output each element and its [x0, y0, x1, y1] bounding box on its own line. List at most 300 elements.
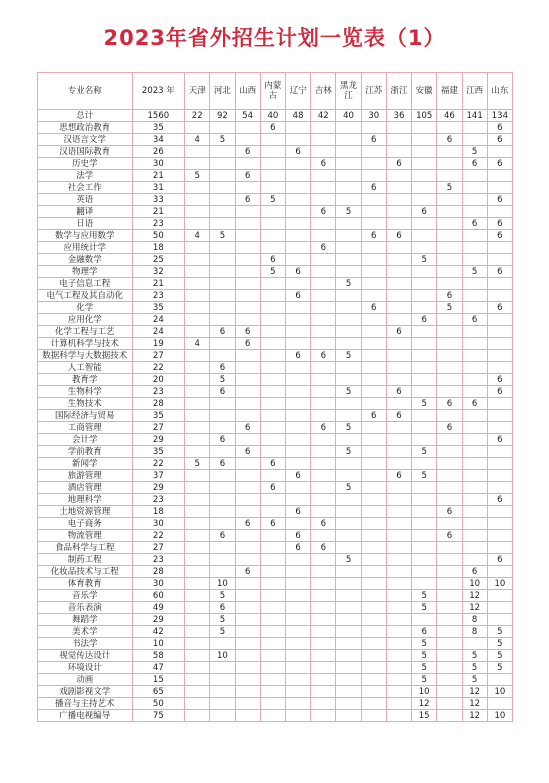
province-quota-cell [437, 242, 462, 254]
major-name-cell: 书法学 [38, 638, 133, 650]
province-quota-cell [386, 686, 411, 698]
total-row [38, 110, 513, 122]
province-quota-cell [361, 614, 386, 626]
province-quota-cell [235, 494, 260, 506]
province-quota-cell [386, 362, 411, 374]
year-total-cell: 33 [132, 194, 185, 206]
year-total-cell: 35 [132, 410, 185, 422]
major-name-cell: 旅游管理 [38, 470, 133, 482]
province-quota-cell [412, 218, 437, 230]
year-total-cell: 19 [132, 338, 185, 350]
province-quota-cell [361, 566, 386, 578]
province-quota-cell [285, 398, 310, 410]
table-row [38, 458, 513, 470]
province-quota-cell [285, 434, 310, 446]
major-name-cell: 数据科学与大数据技术 [38, 350, 133, 362]
major-name-cell: 翻译 [38, 206, 133, 218]
province-quota-cell [386, 302, 411, 314]
province-quota-cell [361, 314, 386, 326]
province-quota-cell [386, 146, 411, 158]
province-quota-cell: 12 [462, 710, 487, 722]
province-quota-cell [210, 494, 235, 506]
province-quota-cell [386, 578, 411, 590]
province-quota-cell: 6 [285, 530, 310, 542]
province-quota-cell [260, 218, 285, 230]
province-quota-cell [361, 374, 386, 386]
province-quota-cell: 6 [437, 398, 462, 410]
province-quota-cell [361, 458, 386, 470]
province-quota-cell [386, 242, 411, 254]
table-row [38, 482, 513, 494]
table-row [38, 206, 513, 218]
province-quota-cell [311, 434, 336, 446]
province-quota-cell [260, 710, 285, 722]
province-quota-cell [336, 266, 361, 278]
province-quota-cell [185, 206, 210, 218]
province-quota-cell [260, 350, 285, 362]
province-quota-cell [361, 266, 386, 278]
province-quota-cell [185, 650, 210, 662]
province-quota-cell [210, 482, 235, 494]
province-quota-cell [462, 134, 487, 146]
province-quota-cell: 6 [437, 422, 462, 434]
major-name-cell: 电子信息工程 [38, 278, 133, 290]
province-quota-cell [235, 614, 260, 626]
province-quota-cell [285, 194, 310, 206]
table-row [38, 242, 513, 254]
year-total-cell: 42 [132, 626, 185, 638]
province-quota-cell [336, 158, 361, 170]
province-quota-cell [260, 386, 285, 398]
province-quota-cell [361, 290, 386, 302]
major-name-cell: 电气工程及其自动化 [38, 290, 133, 302]
province-quota-cell [311, 362, 336, 374]
province-quota-cell [462, 326, 487, 338]
province-quota-cell [361, 254, 386, 266]
province-quota-cell: 10 [412, 686, 437, 698]
province-quota-cell [235, 506, 260, 518]
province-quota-cell [487, 458, 512, 470]
province-quota-cell [235, 554, 260, 566]
province-quota-cell [487, 602, 512, 614]
province-quota-cell [361, 554, 386, 566]
province-quota-cell [235, 674, 260, 686]
province-quota-cell [210, 146, 235, 158]
major-name-cell: 化学工程与工艺 [38, 326, 133, 338]
province-quota-cell [386, 422, 411, 434]
province-quota-cell [487, 338, 512, 350]
province-quota-cell: 141 [462, 110, 487, 122]
table-row [38, 290, 513, 302]
province-quota-cell: 92 [210, 110, 235, 122]
province-quota-cell: 6 [487, 194, 512, 206]
province-quota-cell [260, 698, 285, 710]
province-quota-cell [336, 194, 361, 206]
province-quota-cell [185, 434, 210, 446]
province-quota-cell [185, 590, 210, 602]
province-quota-cell [412, 158, 437, 170]
province-quota-cell: 6 [361, 230, 386, 242]
table-row [38, 170, 513, 182]
province-quota-cell [437, 674, 462, 686]
province-quota-cell [210, 638, 235, 650]
province-quota-cell [285, 662, 310, 674]
province-quota-cell [210, 686, 235, 698]
province-quota-cell [235, 578, 260, 590]
province-quota-cell [185, 422, 210, 434]
province-quota-cell [260, 398, 285, 410]
province-quota-cell [235, 710, 260, 722]
province-quota-cell: 5 [462, 662, 487, 674]
province-quota-cell: 5 [336, 350, 361, 362]
province-quota-cell [487, 314, 512, 326]
province-quota-cell: 105 [412, 110, 437, 122]
province-quota-cell: 6 [462, 218, 487, 230]
major-name-cell: 应用化学 [38, 314, 133, 326]
province-quota-cell: 12 [412, 698, 437, 710]
major-name-cell: 工商管理 [38, 422, 133, 434]
province-quota-cell [210, 506, 235, 518]
province-quota-cell [437, 626, 462, 638]
province-quota-cell: 6 [311, 158, 336, 170]
province-quota-cell [185, 626, 210, 638]
province-quota-cell [185, 446, 210, 458]
province-quota-cell [210, 470, 235, 482]
province-quota-cell: 6 [210, 386, 235, 398]
province-quota-cell [235, 122, 260, 134]
province-quota-cell [311, 194, 336, 206]
province-quota-cell [285, 170, 310, 182]
table-row [38, 374, 513, 386]
province-quota-cell: 5 [210, 134, 235, 146]
province-quota-cell [235, 230, 260, 242]
province-quota-cell [386, 530, 411, 542]
province-quota-cell [260, 314, 285, 326]
province-quota-cell [487, 614, 512, 626]
province-quota-cell [260, 626, 285, 638]
province-quota-cell [386, 290, 411, 302]
province-quota-cell [336, 530, 361, 542]
province-quota-cell [487, 410, 512, 422]
major-name-cell: 广播电视编导 [38, 710, 133, 722]
province-quota-cell [260, 494, 285, 506]
province-quota-cell [311, 218, 336, 230]
province-quota-cell [285, 122, 310, 134]
province-quota-cell: 5 [412, 602, 437, 614]
province-quota-cell [487, 518, 512, 530]
province-quota-cell: 5 [336, 386, 361, 398]
province-quota-cell [311, 626, 336, 638]
province-quota-cell: 6 [487, 218, 512, 230]
province-quota-cell [336, 314, 361, 326]
province-quota-cell [361, 590, 386, 602]
province-quota-cell [487, 470, 512, 482]
province-quota-cell [462, 182, 487, 194]
province-quota-cell [336, 170, 361, 182]
province-quota-cell [185, 554, 210, 566]
province-quota-cell [260, 206, 285, 218]
header-province: 江西 [462, 73, 487, 110]
province-quota-cell [185, 566, 210, 578]
province-quota-cell [185, 578, 210, 590]
major-name-cell: 生物技术 [38, 398, 133, 410]
province-quota-cell [311, 494, 336, 506]
province-quota-cell: 6 [361, 182, 386, 194]
major-name-cell: 教育学 [38, 374, 133, 386]
year-total-cell: 28 [132, 398, 185, 410]
province-quota-cell: 6 [235, 170, 260, 182]
province-quota-cell [285, 482, 310, 494]
province-quota-cell [260, 578, 285, 590]
province-quota-cell [311, 566, 336, 578]
enrollment-plan-table [37, 72, 513, 722]
province-quota-cell [361, 206, 386, 218]
province-quota-cell: 6 [386, 470, 411, 482]
province-quota-cell [336, 242, 361, 254]
province-quota-cell [437, 350, 462, 362]
major-name-cell: 会计学 [38, 434, 133, 446]
province-quota-cell [260, 506, 285, 518]
province-quota-cell: 6 [210, 326, 235, 338]
province-quota-cell [361, 518, 386, 530]
province-quota-cell [361, 494, 386, 506]
province-quota-cell [235, 158, 260, 170]
province-quota-cell [260, 554, 285, 566]
province-quota-cell [210, 254, 235, 266]
province-quota-cell [185, 290, 210, 302]
province-quota-cell [260, 602, 285, 614]
province-quota-cell [487, 350, 512, 362]
province-quota-cell [412, 338, 437, 350]
province-quota-cell [437, 362, 462, 374]
province-quota-cell [487, 206, 512, 218]
province-quota-cell [260, 614, 285, 626]
province-quota-cell [336, 518, 361, 530]
province-quota-cell: 10 [210, 578, 235, 590]
year-total-cell: 23 [132, 554, 185, 566]
province-quota-cell [285, 254, 310, 266]
province-quota-cell [386, 122, 411, 134]
province-quota-cell [285, 242, 310, 254]
province-quota-cell [185, 614, 210, 626]
province-quota-cell [336, 434, 361, 446]
province-quota-cell [336, 710, 361, 722]
province-quota-cell [285, 338, 310, 350]
province-quota-cell [386, 374, 411, 386]
province-quota-cell: 4 [185, 338, 210, 350]
province-quota-cell [412, 482, 437, 494]
province-quota-cell: 4 [185, 134, 210, 146]
province-quota-cell [210, 242, 235, 254]
table-row [38, 302, 513, 314]
province-quota-cell: 6 [412, 314, 437, 326]
province-quota-cell [462, 542, 487, 554]
province-quota-cell: 6 [386, 386, 411, 398]
province-quota-cell [285, 218, 310, 230]
province-quota-cell [185, 482, 210, 494]
province-quota-cell [487, 398, 512, 410]
year-total-cell: 30 [132, 578, 185, 590]
year-total-cell: 29 [132, 614, 185, 626]
major-name-cell: 电子商务 [38, 518, 133, 530]
province-quota-cell: 6 [462, 398, 487, 410]
province-quota-cell [412, 518, 437, 530]
province-quota-cell [235, 542, 260, 554]
province-quota-cell [361, 530, 386, 542]
province-quota-cell: 5 [210, 614, 235, 626]
province-quota-cell [412, 182, 437, 194]
province-quota-cell: 5 [462, 674, 487, 686]
province-quota-cell [361, 602, 386, 614]
province-quota-cell: 6 [235, 422, 260, 434]
table-row [38, 338, 513, 350]
province-quota-cell [260, 158, 285, 170]
province-quota-cell: 6 [487, 494, 512, 506]
province-quota-cell [361, 158, 386, 170]
header-province: 辽宁 [285, 73, 310, 110]
year-total-cell: 1560 [132, 110, 185, 122]
province-quota-cell: 6 [235, 446, 260, 458]
province-quota-cell: 48 [285, 110, 310, 122]
province-quota-cell [361, 674, 386, 686]
year-total-cell: 31 [132, 182, 185, 194]
province-quota-cell [462, 518, 487, 530]
province-quota-cell [437, 410, 462, 422]
year-total-cell: 22 [132, 362, 185, 374]
province-quota-cell: 6 [260, 122, 285, 134]
province-quota-cell [285, 314, 310, 326]
province-quota-cell [437, 434, 462, 446]
major-name-cell: 生物科学 [38, 386, 133, 398]
province-quota-cell [386, 698, 411, 710]
province-quota-cell: 5 [336, 206, 361, 218]
province-quota-cell [311, 710, 336, 722]
table-row [38, 398, 513, 410]
province-quota-cell [285, 686, 310, 698]
province-quota-cell [336, 638, 361, 650]
province-quota-cell: 5 [412, 662, 437, 674]
province-quota-cell [462, 530, 487, 542]
province-quota-cell [235, 386, 260, 398]
province-quota-cell [235, 182, 260, 194]
major-name-cell: 计算机科学与技术 [38, 338, 133, 350]
province-quota-cell [285, 182, 310, 194]
province-quota-cell [235, 626, 260, 638]
year-total-cell: 21 [132, 206, 185, 218]
province-quota-cell [260, 170, 285, 182]
province-quota-cell: 5 [210, 590, 235, 602]
province-quota-cell: 5 [487, 626, 512, 638]
province-quota-cell: 5 [210, 230, 235, 242]
province-quota-cell: 5 [185, 458, 210, 470]
province-quota-cell [285, 302, 310, 314]
province-quota-cell [260, 422, 285, 434]
province-quota-cell: 42 [311, 110, 336, 122]
province-quota-cell: 10 [487, 710, 512, 722]
province-quota-cell [235, 698, 260, 710]
province-quota-cell [437, 338, 462, 350]
province-quota-cell: 134 [487, 110, 512, 122]
province-quota-cell: 22 [185, 110, 210, 122]
year-total-cell: 23 [132, 218, 185, 230]
province-quota-cell [235, 470, 260, 482]
province-quota-cell [260, 302, 285, 314]
province-quota-cell: 6 [285, 350, 310, 362]
province-quota-cell: 6 [462, 566, 487, 578]
province-quota-cell [386, 626, 411, 638]
province-quota-cell [235, 254, 260, 266]
year-total-cell: 35 [132, 302, 185, 314]
province-quota-cell [462, 494, 487, 506]
province-quota-cell [487, 566, 512, 578]
province-quota-cell [285, 326, 310, 338]
province-quota-cell: 6 [285, 146, 310, 158]
province-quota-cell [311, 146, 336, 158]
province-quota-cell [210, 158, 235, 170]
major-name-cell: 应用统计学 [38, 242, 133, 254]
year-total-cell: 22 [132, 530, 185, 542]
province-quota-cell: 6 [311, 518, 336, 530]
major-name-cell: 舞蹈学 [38, 614, 133, 626]
province-quota-cell [487, 422, 512, 434]
province-quota-cell [361, 122, 386, 134]
province-quota-cell [336, 410, 361, 422]
province-quota-cell [462, 230, 487, 242]
province-quota-cell [235, 266, 260, 278]
province-quota-cell [462, 446, 487, 458]
table-row [38, 506, 513, 518]
province-quota-cell: 10 [487, 686, 512, 698]
province-quota-cell [285, 362, 310, 374]
province-quota-cell [311, 614, 336, 626]
major-name-cell: 人工智能 [38, 362, 133, 374]
province-quota-cell: 4 [185, 230, 210, 242]
province-quota-cell [361, 194, 386, 206]
province-quota-cell [386, 218, 411, 230]
table-row [38, 182, 513, 194]
province-quota-cell [361, 578, 386, 590]
table-row [38, 530, 513, 542]
province-quota-cell: 5 [412, 638, 437, 650]
province-quota-cell: 5 [462, 266, 487, 278]
province-quota-cell [185, 506, 210, 518]
year-total-cell: 27 [132, 350, 185, 362]
province-quota-cell: 5 [437, 302, 462, 314]
province-quota-cell [235, 134, 260, 146]
province-quota-cell: 6 [235, 566, 260, 578]
province-quota-cell [311, 506, 336, 518]
province-quota-cell [210, 182, 235, 194]
table-row [38, 698, 513, 710]
province-quota-cell [361, 434, 386, 446]
province-quota-cell [311, 590, 336, 602]
province-quota-cell [437, 554, 462, 566]
province-quota-cell [260, 650, 285, 662]
year-total-cell: 60 [132, 590, 185, 602]
province-quota-cell [412, 326, 437, 338]
province-quota-cell [311, 410, 336, 422]
province-quota-cell [185, 254, 210, 266]
province-quota-cell: 15 [412, 710, 437, 722]
province-quota-cell: 5 [412, 446, 437, 458]
major-name-cell: 环境设计 [38, 662, 133, 674]
major-name-cell: 数学与应用数学 [38, 230, 133, 242]
province-quota-cell [386, 134, 411, 146]
major-name-cell: 土地资源管理 [38, 506, 133, 518]
province-quota-cell [412, 194, 437, 206]
table-row [38, 326, 513, 338]
province-quota-cell [185, 326, 210, 338]
